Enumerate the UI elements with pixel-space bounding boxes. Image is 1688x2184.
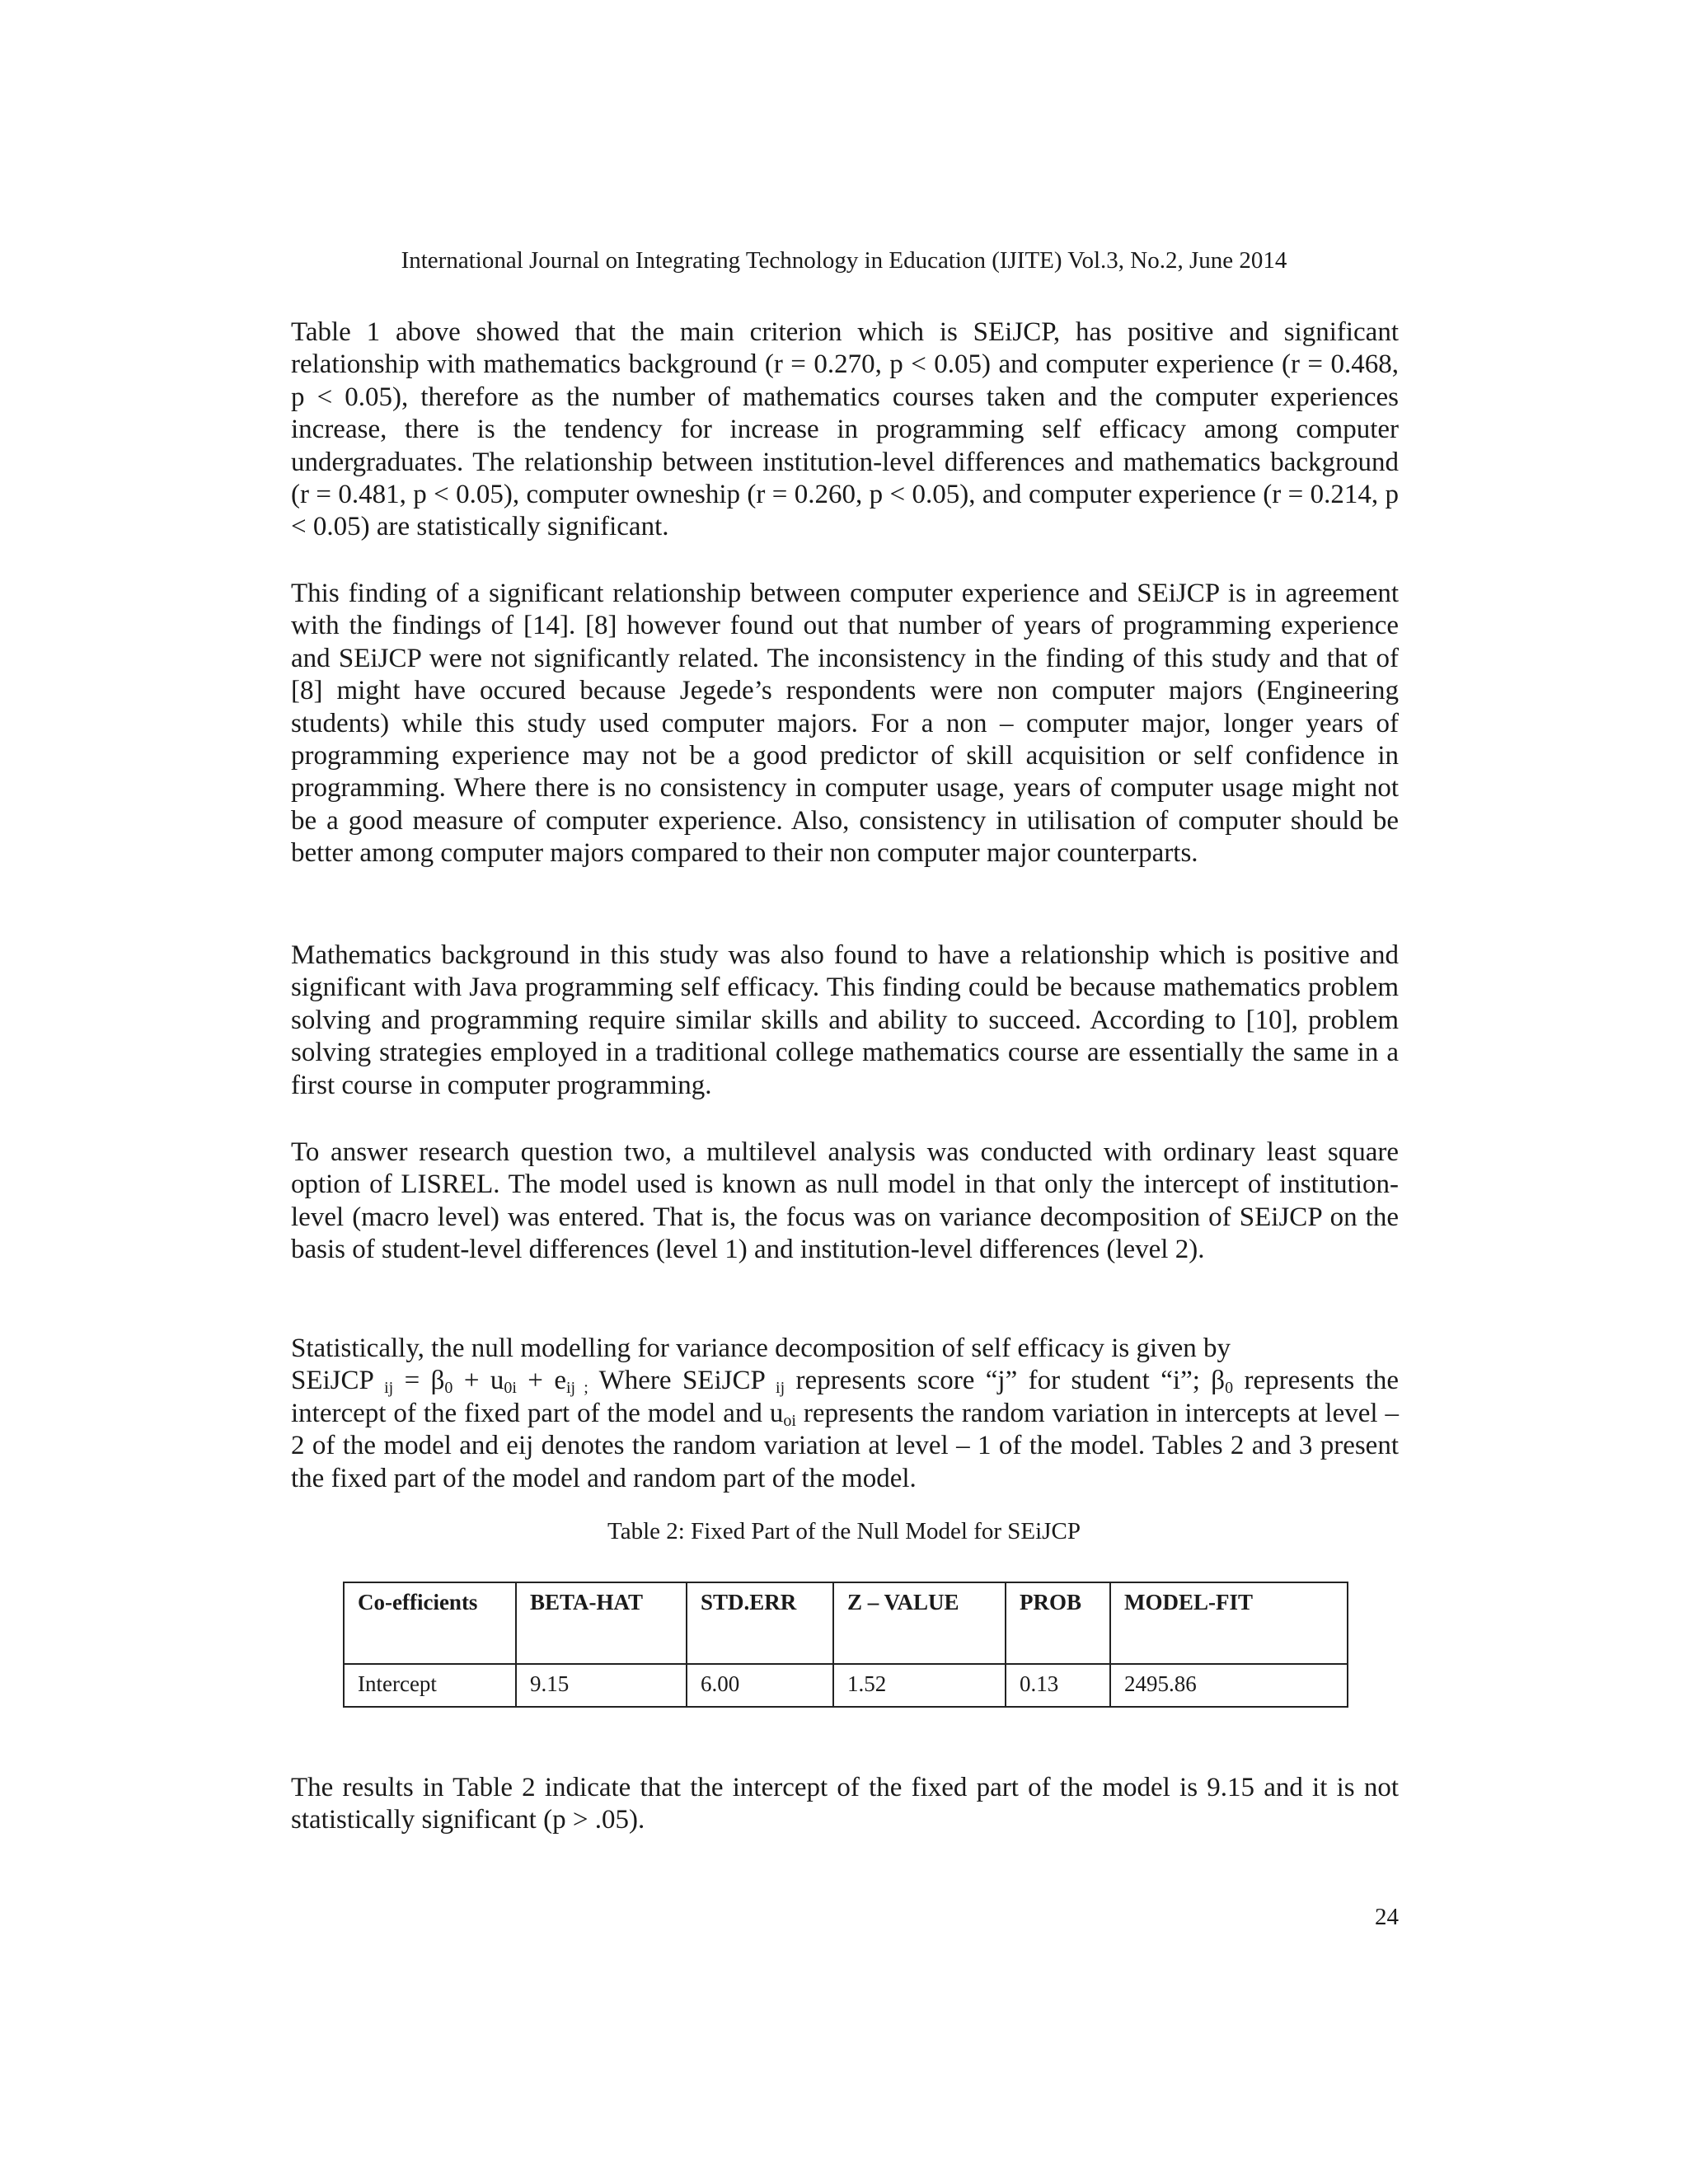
equation-sub: oi: [783, 1411, 796, 1430]
table-header-cell: BETA-HAT: [516, 1582, 687, 1664]
equation-sub: ij: [384, 1379, 394, 1398]
table-cell: Intercept: [344, 1664, 516, 1707]
paragraph-correlation-results: Table 1 above showed that the main criterion which is SEiJCP, has positive and significant relationship with mathematics background (r = 0.270, p < 0.05) and computer experience (r = 0.468, p < 0.05), therefore as the number of mathematics courses taken and the computer experiences increase, there is the tendency for increase in programming self efficacy among computer undergraduates. The relationship between institution-level differences and mathematics background (r = 0.481, p < 0.05), computer owneship (r = 0.260, p < 0.05), and computer experience (r = 0.214, p < 0.05) are statistically significant.: [291, 317, 1399, 542]
paragraph-null-model-equation: [291, 1333, 1399, 1495]
equation-part: = β: [393, 1366, 445, 1396]
equation-explanation: represents score “j” for student “i”; β: [785, 1366, 1226, 1396]
equation-sub: ij: [776, 1379, 785, 1398]
table-cell: 0.13: [1006, 1664, 1110, 1707]
page-number: 24: [1375, 1904, 1399, 1930]
paragraph-mathematics-background: Mathematics background in this study was also found to have a relationship which is positive and significant with Java programming self efficacy. This finding could be because mathematics problem solving and programming require similar skills and ability to succeed. According to [10], problem solving strategies employed in a traditional college mathematics course are essentially the same in a first course in computer programming.: [291, 940, 1399, 1100]
equation-part: + u: [452, 1366, 504, 1396]
null-model-intro: Statistically, the null modelling for variance decomposition of self efficacy is given by: [291, 1333, 1231, 1363]
table-header-cell: Z – VALUE: [833, 1582, 1006, 1664]
table-header-cell: Co-efficients: [344, 1582, 516, 1664]
table-header-row: [344, 1582, 1348, 1664]
table-row: [344, 1664, 1348, 1707]
equation-explanation: represents the random variation in intercepts at level – 2 of the model and eij denotes the random variation at level – 1 of the model. Tables 2 and 3 present the fixed part of the model and random part of the model.: [291, 1398, 1399, 1493]
equation-part: + e: [516, 1366, 566, 1396]
equation-explanation: represents the intercept of the fixed part of the model and u: [291, 1366, 1399, 1428]
table-cell: 6.00: [687, 1664, 833, 1707]
equation-sub: 0: [444, 1379, 453, 1398]
table-caption: Table 2: Fixed Part of the Null Model for SEiJCP: [607, 1518, 1081, 1544]
table-cell: 1.52: [833, 1664, 1006, 1707]
paragraph-computer-experience: This finding of a significant relationship between computer experience and SEiJCP is in agreement with the findings of [14]. [8] however found out that number of years of programming experience and SEiJCP were not significantly related. The inconsistency in the finding of this study and that of [8] might have occured because Jegede’s respondents were non computer majors (Engineering students) while this study used computer majors. For a non – computer major, longer years of programming experience may not be a good predictor of skill acquisition or self confidence in programming. Where there is no consistency in computer usage, years of computer usage might not be a good measure of computer experience. Also, consistency in utilisation of computer should be better among computer majors compared to their non computer major counterparts.: [291, 579, 1399, 869]
equation-sub: ij ;: [565, 1379, 588, 1398]
table-header-cell: STD.ERR: [687, 1582, 833, 1664]
table-cell: 9.15: [516, 1664, 687, 1707]
equation-lhs: SEiJCP: [291, 1366, 373, 1396]
table-header-cell: PROB: [1006, 1582, 1110, 1664]
equation-explanation: Where SEiJCP: [588, 1366, 765, 1396]
journal-header: International Journal on Integrating Technology in Education (IJITE) Vol.3, No.2, June 2014: [401, 247, 1287, 274]
paragraph-research-question-two: To answer research question two, a multilevel analysis was conducted with ordinary least square option of LISREL. The model used is known as null model in that only the intercept of institution-level (macro level) was entered. That is, the focus was on variance decomposition of SEiJCP on the basis of student-level differences (level 1) and institution-level differences (level 2).: [291, 1137, 1399, 1265]
equation-sub: 0i: [504, 1379, 517, 1398]
table-cell: 2495.86: [1110, 1664, 1348, 1707]
table-header-cell: MODEL-FIT: [1110, 1582, 1348, 1664]
paragraph-table2-results: The results in Table 2 indicate that the intercept of the fixed part of the model is 9.15 and it is not statistically significant (p > .05).: [291, 1773, 1399, 1835]
fixed-part-table: [343, 1582, 1348, 1708]
equation-sub: 0: [1225, 1379, 1234, 1398]
